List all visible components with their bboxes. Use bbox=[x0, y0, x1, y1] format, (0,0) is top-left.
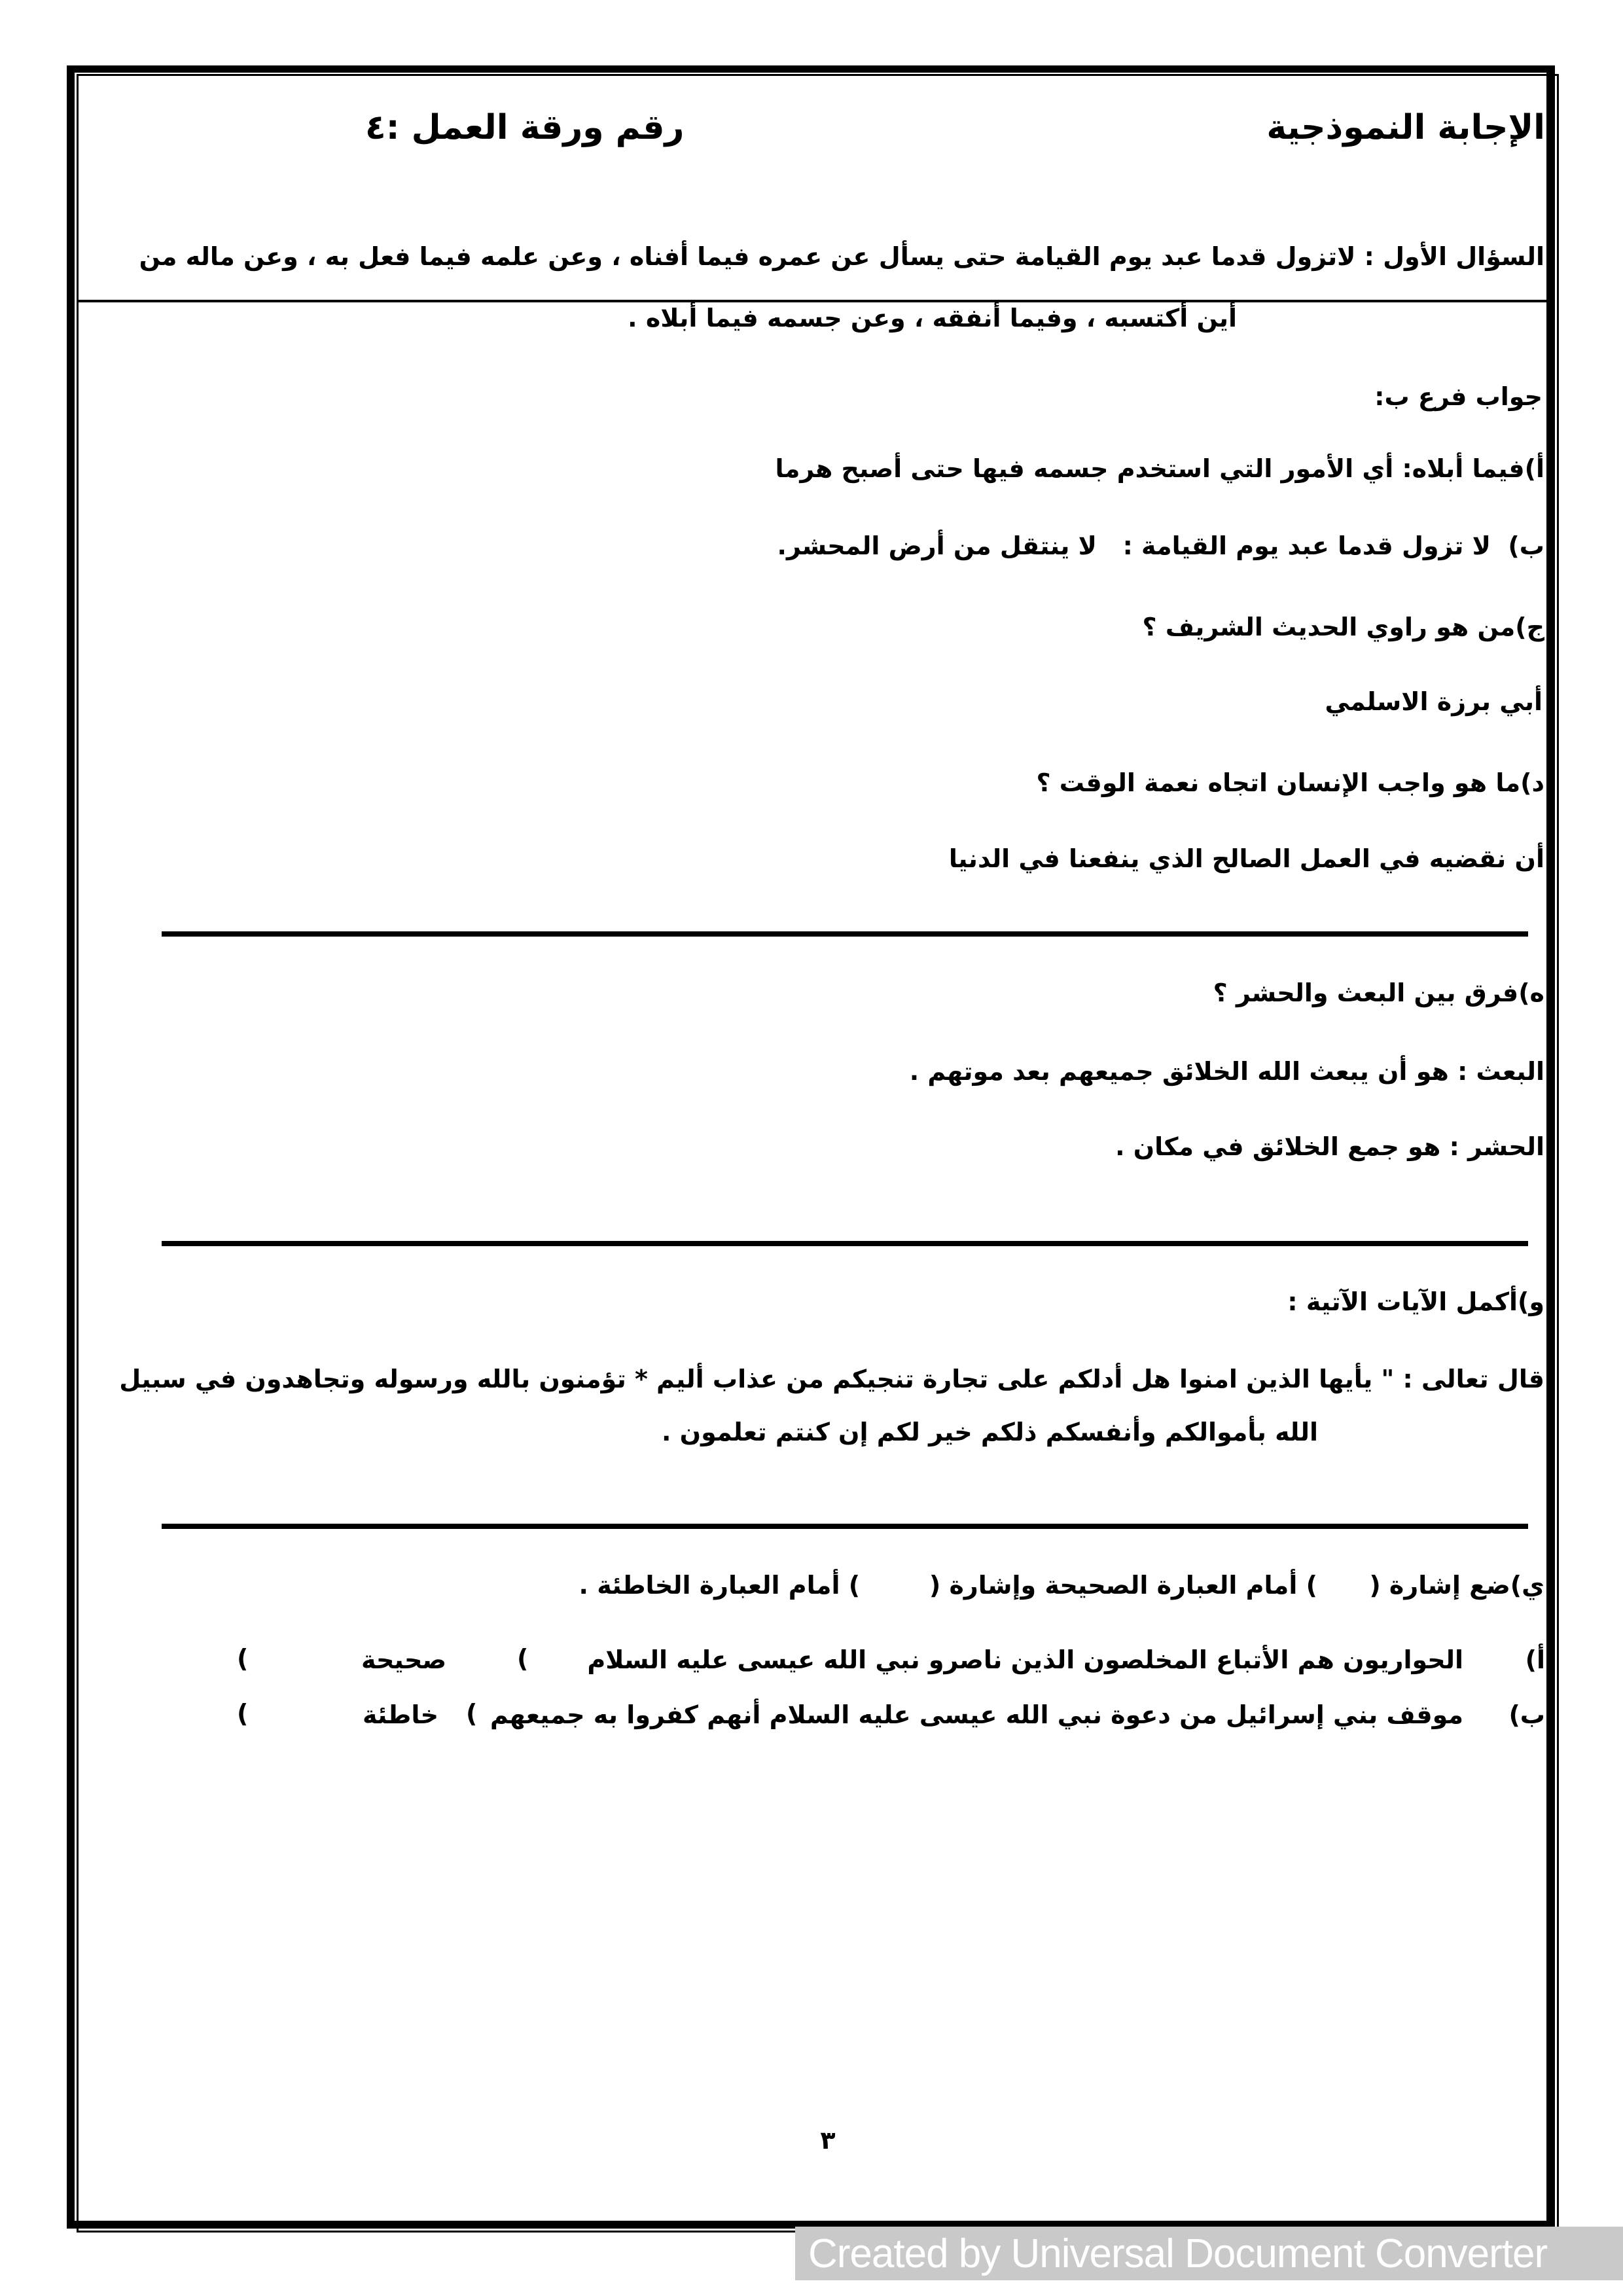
part-e-answer-baath: البعث : هو أن يبعث الله الخلائق جميعهم بعد موتهم . bbox=[909, 1057, 1544, 1086]
tf-row-b-close-paren: ( bbox=[237, 1699, 249, 1728]
branch-b-heading: جواب فرع ب: bbox=[1374, 382, 1543, 411]
tf-row-b-open-paren: ( bbox=[466, 1699, 478, 1728]
question1-line1: السؤال الأول : لاتزول قدما عبد يوم القيامة حتى يسأل عن عمره فيما أفناه ، وعن علمه فيما فعل به ، وعن ماله من bbox=[139, 242, 1544, 271]
frame-thick-right bbox=[1546, 65, 1555, 2229]
tf-row-b-marker: ب) bbox=[1508, 1700, 1545, 1729]
tf-row-a-statement: الحواريون هم الأتباع المخلصون الذين ناصرو نبي الله عيسى عليه السلام bbox=[587, 1645, 1463, 1674]
header-worksheet-number: رقم ورقة العمل :٤ bbox=[365, 108, 685, 147]
header-title-right: الإجابة النموذجية bbox=[1266, 108, 1545, 147]
frame-thick-left bbox=[67, 65, 75, 2229]
tf-row-b bbox=[0, 1699, 1623, 1751]
part-y-heading: ي)ضع إشارة ( ) أمام العبارة الصحيحة وإشارة ( ) أمام العبارة الخاطئة . bbox=[579, 1571, 1544, 1600]
frame-thick-top bbox=[67, 65, 1555, 73]
part-a-answer: أ)فيما أبلاه: أي الأمور التي استخدم جسمه فيها حتى أصبح هرما bbox=[775, 454, 1544, 483]
verse-line1: قال تعالى : " يأيها الذين امنوا هل أدلكم على تجارة تنجيكم من عذاب أليم * تؤمنون بالله ورسوله وتجاهدون في سبيل bbox=[119, 1365, 1544, 1393]
tf-row-a-answer: صحيحة bbox=[361, 1645, 447, 1674]
tf-row-a-open-paren: ( bbox=[517, 1644, 529, 1673]
page-number: ٣ bbox=[820, 2126, 836, 2155]
verse-line2: الله بأموالكم وأنفسكم ذلكم خير لكم إن كنتم تعلمون . bbox=[662, 1418, 1318, 1446]
part-e-answer-hashr: الحشر : هو جمع الخلائق في مكان . bbox=[1115, 1132, 1544, 1161]
section-divider-1 bbox=[162, 931, 1528, 937]
tf-row-a bbox=[0, 1644, 1623, 1696]
tf-row-b-answer: خاطئة bbox=[363, 1700, 439, 1729]
section-divider-3 bbox=[162, 1524, 1528, 1529]
part-b-answer: ب) لا تزول قدما عبد يوم القيامة : لا ينتقل من أرض المحشر. bbox=[777, 531, 1544, 560]
frame-thin-top bbox=[77, 74, 1559, 76]
tf-row-b-statement: موقف بني إسرائيل من دعوة نبي الله عيسى عليه السلام أنهم كفروا به جميعهم bbox=[490, 1700, 1463, 1729]
part-w-heading: و)أكمل الآيات الآتية : bbox=[1287, 1287, 1544, 1316]
section-divider-2 bbox=[162, 1241, 1528, 1246]
part-c-answer: أبي برزة الاسلمي bbox=[1325, 687, 1543, 716]
question1-line2: أين أكتسبه ، وفيما أنفقه ، وعن جسمه فيما أبلاه . bbox=[628, 304, 1237, 332]
part-c-question: ج)من هو راوي الحديث الشريف ؟ bbox=[1142, 613, 1544, 641]
part-d-question: د)ما هو واجب الإنسان اتجاه نعمة الوقت ؟ bbox=[1036, 768, 1544, 797]
frame-thin-right bbox=[1557, 74, 1559, 2233]
frame-thin-left bbox=[77, 74, 79, 2233]
watermark-text: Created by Universal Document Converter bbox=[808, 2231, 1548, 2276]
part-d-answer: أن نقضيه في العمل الصالح الذي ينفعنا في الدنيا bbox=[948, 844, 1544, 873]
part-e-question: ه)فرق بين البعث والحشر ؟ bbox=[1213, 978, 1544, 1007]
tf-row-a-marker: أ) bbox=[1525, 1645, 1545, 1674]
watermark-bar bbox=[795, 2227, 1623, 2280]
tf-row-a-close-paren: ( bbox=[237, 1644, 249, 1673]
